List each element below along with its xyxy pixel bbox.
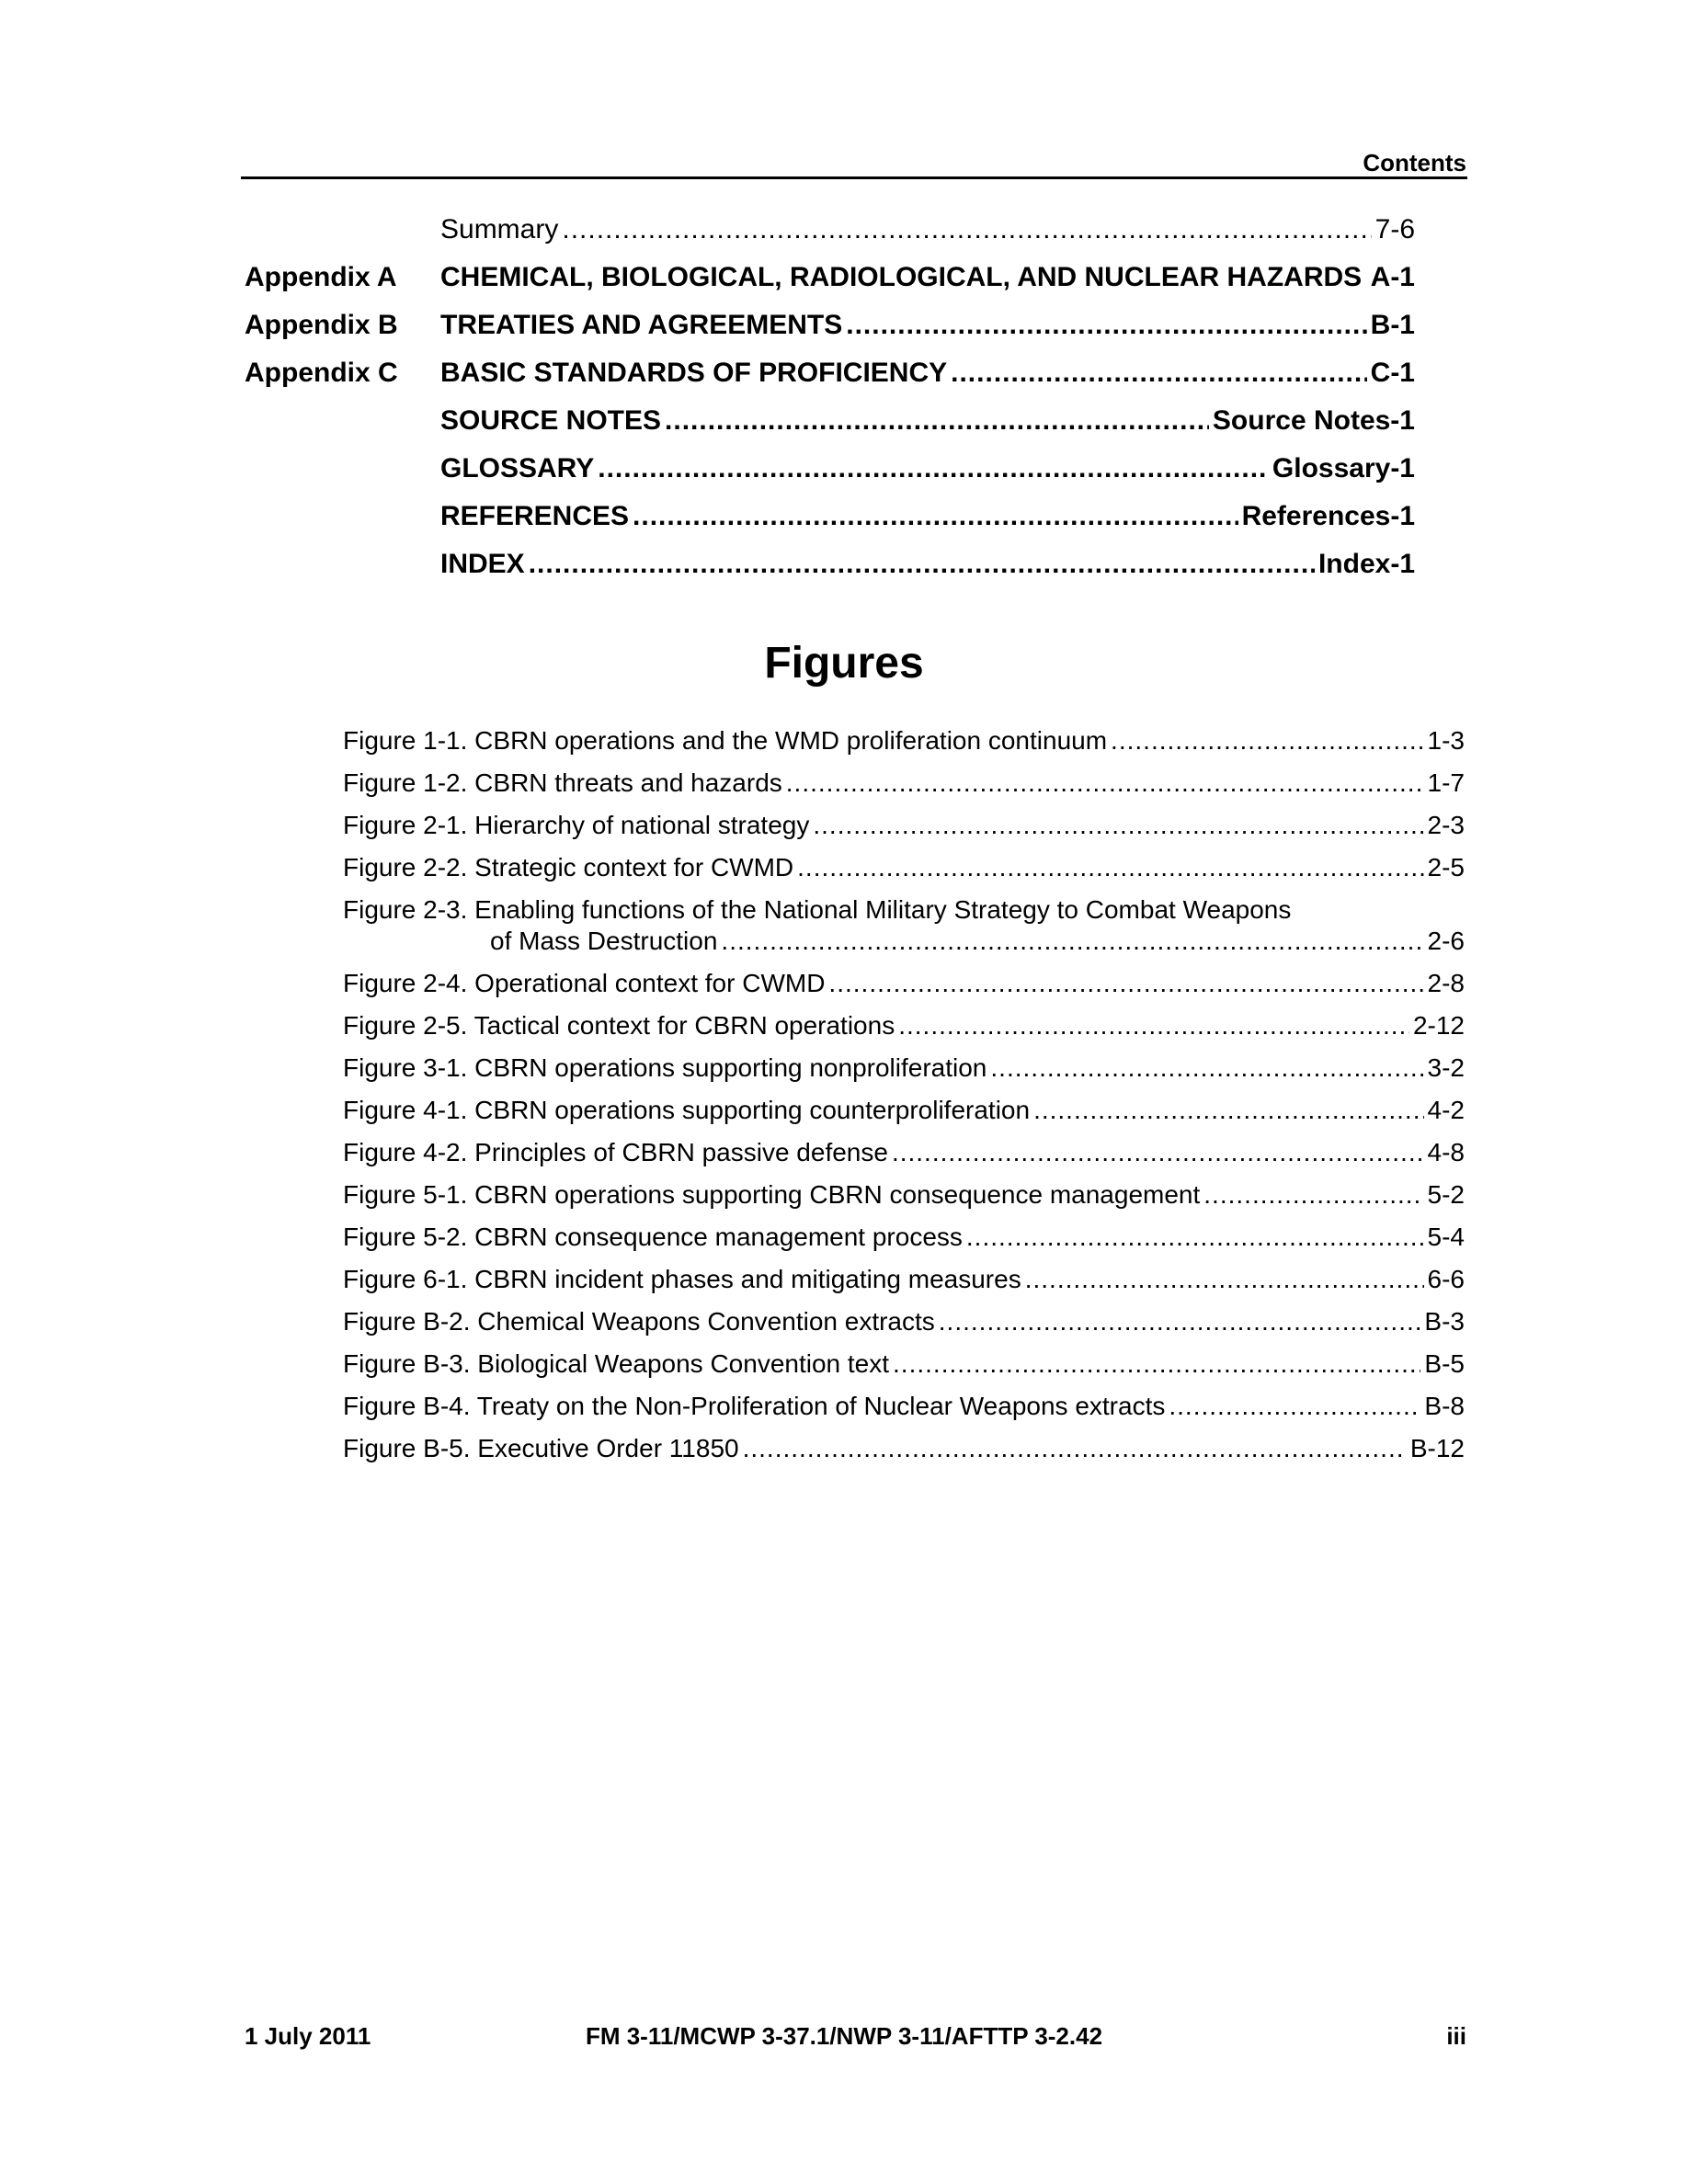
toc-entry-appendix-b[interactable] (0, 307, 1688, 344)
figure-title: Figure 2-2. Strategic context for CWMD (343, 853, 794, 882)
dot-leader (1169, 1390, 1420, 1423)
dot-leader (743, 1432, 1407, 1465)
figure-title: Figure 6-1. CBRN incident phases and mitigating measures (343, 1265, 1021, 1293)
figure-entry-2-3-continuation[interactable] (490, 925, 1465, 958)
dot-leader (1033, 1094, 1423, 1127)
figure-entry-5-1[interactable] (343, 1178, 1465, 1211)
toc-entry-references[interactable] (0, 498, 1688, 535)
dot-leader (990, 1052, 1423, 1085)
dot-leader (828, 967, 1423, 1000)
figure-page: 2-12 (1412, 1011, 1465, 1040)
toc-page: References-1 (1241, 501, 1415, 531)
figure-entry-4-1[interactable] (343, 1094, 1465, 1127)
figure-entry-3-1[interactable] (343, 1052, 1465, 1085)
figure-page: 6-6 (1427, 1265, 1465, 1293)
toc-page: B-1 (1370, 310, 1415, 340)
dot-leader (797, 851, 1423, 884)
dot-leader (951, 355, 1367, 392)
toc-title: CHEMICAL, BIOLOGICAL, RADIOLOGICAL, AND NUCLEAR HAZARDS (440, 262, 1363, 292)
figure-page: 2-5 (1427, 853, 1465, 882)
figure-title: Figure 2-5. Tactical context for CBRN operations (343, 1011, 895, 1040)
dot-leader (892, 1136, 1424, 1169)
figure-entry-2-5[interactable] (343, 1009, 1465, 1042)
figure-page: 1-7 (1427, 768, 1465, 797)
figure-entry-1-2[interactable] (343, 767, 1465, 800)
toc-entry-glossary[interactable] (0, 450, 1688, 487)
figure-title: Figure 5-2. CBRN consequence management process (343, 1223, 963, 1251)
figure-page: 2-3 (1427, 811, 1465, 839)
figure-page: 2-6 (1427, 927, 1465, 955)
figure-entry-5-2[interactable] (343, 1221, 1465, 1254)
dot-leader (846, 307, 1366, 344)
figure-title: Figure B-5. Executive Order 11850 (343, 1434, 739, 1462)
figure-entry-2-3[interactable] (343, 893, 1465, 927)
figure-title: Figure 2-4. Operational context for CWMD (343, 969, 826, 997)
footer-date: 1 July 2011 (245, 2022, 371, 2050)
dot-leader (1203, 1178, 1423, 1211)
dot-leader (529, 546, 1315, 583)
toc-page: Glossary-1 (1272, 453, 1415, 483)
toc-title: TREATIES AND AGREEMENTS (440, 310, 843, 340)
toc-entry-appendix-a[interactable] (0, 259, 1688, 296)
dot-leader (721, 925, 1423, 958)
figure-page: 1-3 (1427, 726, 1465, 755)
dot-leader (966, 1221, 1424, 1254)
figure-entry-b-4[interactable] (343, 1390, 1465, 1423)
toc-entry-appendix-c[interactable] (0, 355, 1688, 392)
toc-entry-summary[interactable] (0, 211, 1688, 248)
toc-title: Summary (440, 214, 559, 245)
figure-page: 4-8 (1427, 1138, 1465, 1166)
figure-page: B-3 (1424, 1307, 1465, 1336)
toc-label: Appendix C (245, 358, 398, 388)
toc-label: Appendix B (245, 310, 398, 340)
figure-title: Figure 2-1. Hierarchy of national strategy (343, 811, 810, 839)
figure-title: Figure B-4. Treaty on the Non-Proliferation of Nuclear Weapons extracts (343, 1392, 1166, 1420)
dot-leader (1025, 1263, 1424, 1296)
dot-leader (598, 450, 1269, 487)
figure-entry-4-2[interactable] (343, 1136, 1465, 1169)
toc-page: 7-6 (1374, 214, 1415, 245)
figure-entry-6-1[interactable] (343, 1263, 1465, 1296)
figure-entry-b-5[interactable] (343, 1432, 1465, 1465)
dot-leader (562, 211, 1371, 248)
dot-leader (813, 809, 1423, 842)
footer-page-number: iii (1446, 2022, 1466, 2050)
dot-leader (1111, 724, 1423, 757)
toc-entry-index[interactable] (0, 546, 1688, 583)
toc-entry-source-notes[interactable] (0, 403, 1688, 439)
toc-title: INDEX (440, 549, 525, 579)
toc-title: SOURCE NOTES (440, 405, 662, 436)
figures-heading: Figures (764, 639, 924, 688)
footer-publication: FM 3-11/MCWP 3-37.1/NWP 3-11/AFTTP 3-2.42 (585, 2022, 1103, 2050)
toc-page: Source Notes-1 (1212, 405, 1415, 436)
header-rule (241, 176, 1467, 179)
figure-entry-b-3[interactable] (343, 1348, 1465, 1381)
figure-page: B-5 (1424, 1349, 1465, 1378)
figure-title: Figure B-2. Chemical Weapons Convention extracts (343, 1307, 935, 1336)
figure-title: Figure 1-1. CBRN operations and the WMD proliferation continuum (343, 726, 1108, 755)
figure-entry-2-1[interactable] (343, 809, 1465, 842)
figure-title-continuation: of Mass Destruction (490, 927, 718, 955)
figure-title: Figure 2-3. Enabling functions of the National Military Strategy to Combat Weapons (343, 895, 1292, 924)
figure-title: Figure 3-1. CBRN operations supporting nonproliferation (343, 1053, 987, 1082)
figure-entry-b-2[interactable] (343, 1305, 1465, 1338)
figure-page: B-12 (1409, 1434, 1465, 1462)
figure-entry-2-2[interactable] (343, 851, 1465, 884)
figure-page: 5-4 (1427, 1223, 1465, 1251)
toc-label: Appendix A (245, 262, 397, 292)
figure-page: 3-2 (1427, 1053, 1465, 1082)
figure-title: Figure 5-1. CBRN operations supporting CBRN consequence management (343, 1180, 1201, 1209)
figure-title: Figure 4-1. CBRN operations supporting counterproliferation (343, 1096, 1031, 1124)
dot-leader (939, 1305, 1421, 1338)
figure-entry-1-1[interactable] (343, 724, 1465, 757)
running-header-title: Contents (1363, 149, 1466, 176)
dot-leader (898, 1009, 1409, 1042)
dot-leader (786, 767, 1424, 800)
figure-title: Figure 1-2. CBRN threats and hazards (343, 768, 782, 797)
figure-title: Figure B-3. Biological Weapons Convention text (343, 1349, 890, 1378)
toc-page: A-1 (1370, 262, 1415, 292)
figure-page: 4-2 (1427, 1096, 1465, 1124)
dot-leader (633, 498, 1238, 535)
toc-page: C-1 (1370, 358, 1415, 388)
dot-leader (1365, 259, 1366, 296)
toc-title: BASIC STANDARDS OF PROFICIENCY (440, 358, 948, 388)
figure-title: Figure 4-2. Principles of CBRN passive defense (343, 1138, 888, 1166)
toc-title: REFERENCES (440, 501, 630, 531)
figure-page: 2-8 (1427, 969, 1465, 997)
toc-page: Index-1 (1317, 549, 1415, 579)
figure-entry-2-4[interactable] (343, 967, 1465, 1000)
toc-title: GLOSSARY (440, 453, 595, 483)
dot-leader (665, 403, 1209, 439)
dot-leader (893, 1348, 1420, 1381)
figure-page: B-8 (1424, 1392, 1465, 1420)
figure-page: 5-2 (1427, 1180, 1465, 1209)
